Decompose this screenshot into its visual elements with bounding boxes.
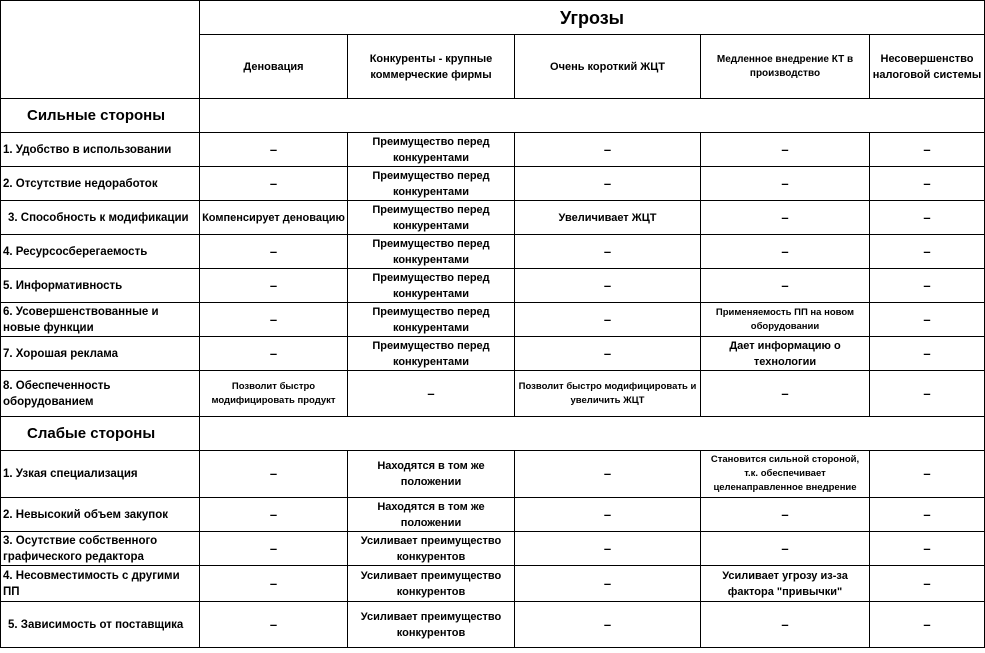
table-cell: – xyxy=(870,566,985,602)
row-label: 4. Ресурсосберегаемость xyxy=(1,235,200,269)
table-cell: – xyxy=(701,133,870,167)
column-header-competitors: Конкуренты - крупные коммерческие фирмы xyxy=(348,35,515,99)
table-cell: – xyxy=(200,167,348,201)
table-row xyxy=(1,371,985,417)
table-cell: – xyxy=(200,133,348,167)
table-cell: Усиливает преимущество конкурентов xyxy=(348,566,515,602)
table-cell: – xyxy=(701,532,870,566)
table-row xyxy=(1,532,985,566)
table-cell: Позволит быстро модифицировать и увеличить ЖЦТ xyxy=(515,371,701,417)
section-empty-cell xyxy=(200,417,985,451)
table-cell: – xyxy=(515,498,701,532)
table-cell: – xyxy=(515,337,701,371)
table-row xyxy=(1,337,985,371)
table-row xyxy=(1,303,985,337)
table-cell: – xyxy=(515,566,701,602)
row-label: 5. Зависимость от поставщика xyxy=(1,602,200,648)
row-label: 8. Обеспеченность оборудованием xyxy=(1,371,200,417)
table-cell: – xyxy=(701,269,870,303)
table-cell: – xyxy=(870,602,985,648)
table-cell: – xyxy=(200,235,348,269)
row-label: 7. Хорошая реклама xyxy=(1,337,200,371)
table-cell: Увеличивает ЖЦТ xyxy=(515,201,701,235)
table-cell: – xyxy=(870,532,985,566)
table-cell: – xyxy=(701,167,870,201)
table-cell: – xyxy=(515,303,701,337)
corner-cell xyxy=(1,1,200,99)
table-cell: – xyxy=(515,235,701,269)
table-cell: – xyxy=(515,532,701,566)
table-cell: Преимущество перед конкурентами xyxy=(348,337,515,371)
table-cell: – xyxy=(870,451,985,498)
table-cell: Компенсирует деновацию xyxy=(200,201,348,235)
table-cell: – xyxy=(701,602,870,648)
table-cell: Преимущество перед конкурентами xyxy=(348,133,515,167)
table-cell: – xyxy=(870,167,985,201)
section-title-strengths: Сильные стороны xyxy=(1,99,200,133)
table-cell: – xyxy=(200,451,348,498)
row-label: 3. Способность к модификации xyxy=(1,201,200,235)
table-cell: Преимущество перед конкурентами xyxy=(348,167,515,201)
row-label: 3. Осутствие собственного графического редактора xyxy=(1,532,200,566)
column-header-denovation: Деновация xyxy=(200,35,348,99)
table-row xyxy=(1,566,985,602)
table-cell: – xyxy=(870,498,985,532)
table-cell: – xyxy=(701,498,870,532)
table-cell: – xyxy=(200,303,348,337)
table-cell: Становится сильной стороной, т.к. обеспечивает целенаправленное внедрение xyxy=(701,451,870,498)
table-cell: – xyxy=(870,269,985,303)
table-row xyxy=(1,201,985,235)
row-label: 2. Отсутствие недоработок xyxy=(1,167,200,201)
table-cell: – xyxy=(701,371,870,417)
table-cell: – xyxy=(701,201,870,235)
section-row-strengths xyxy=(1,99,985,133)
table-row xyxy=(1,133,985,167)
row-label: 5. Информативность xyxy=(1,269,200,303)
table-cell: Преимущество перед конкурентами xyxy=(348,235,515,269)
column-header-tax-system: Несовершенство налоговой системы xyxy=(870,35,985,99)
table-cell: – xyxy=(200,566,348,602)
column-header-slow-adoption: Медленное внедрение КТ в производство xyxy=(701,35,870,99)
table-cell: – xyxy=(200,498,348,532)
table-cell: Преимущество перед конкурентами xyxy=(348,269,515,303)
row-label: 1. Удобство в использовании xyxy=(1,133,200,167)
row-label: 4. Несовместимость с другими ПП xyxy=(1,566,200,602)
table-cell: – xyxy=(515,451,701,498)
table-cell: – xyxy=(870,133,985,167)
column-header-short-lifecycle: Очень короткий ЖЦТ xyxy=(515,35,701,99)
table-cell: – xyxy=(200,269,348,303)
table-cell: – xyxy=(870,235,985,269)
table-row xyxy=(1,451,985,498)
table-cell: – xyxy=(200,602,348,648)
table-row xyxy=(1,167,985,201)
table-cell: Усиливает угрозу из-за фактора "привычки" xyxy=(701,566,870,602)
table-cell: – xyxy=(515,167,701,201)
table-cell: Дает информацию о технологии xyxy=(701,337,870,371)
table-cell: – xyxy=(348,371,515,417)
threats-header-row xyxy=(1,1,985,35)
row-label: 2. Невысокий объем закупок xyxy=(1,498,200,532)
row-label: 1. Узкая специализация xyxy=(1,451,200,498)
table-cell: Преимущество перед конкурентами xyxy=(348,201,515,235)
section-empty-cell xyxy=(200,99,985,133)
table-cell: – xyxy=(515,269,701,303)
table-row xyxy=(1,235,985,269)
table-cell: – xyxy=(870,201,985,235)
table-cell: – xyxy=(200,337,348,371)
table-cell: – xyxy=(515,133,701,167)
section-title-weaknesses: Слабые стороны xyxy=(1,417,200,451)
table-cell: – xyxy=(870,337,985,371)
table-cell: – xyxy=(870,303,985,337)
table-cell: Применяемость ПП на новом оборудовании xyxy=(701,303,870,337)
table-cell: Усиливает преимущество конкурентов xyxy=(348,602,515,648)
table-cell: – xyxy=(870,371,985,417)
table-cell: Находятся в том же положении xyxy=(348,451,515,498)
table-cell: Усиливает преимущество конкурентов xyxy=(348,532,515,566)
table-cell: Преимущество перед конкурентами xyxy=(348,303,515,337)
table-cell: – xyxy=(515,602,701,648)
table-row xyxy=(1,498,985,532)
table-row xyxy=(1,269,985,303)
row-label: 6. Усовершенствованные и новые функции xyxy=(1,303,200,337)
table-cell: – xyxy=(701,235,870,269)
table-cell: Позволит быстро модифицировать продукт xyxy=(200,371,348,417)
table-cell: Находятся в том же положении xyxy=(348,498,515,532)
table-row xyxy=(1,602,985,648)
section-row-weaknesses xyxy=(1,417,985,451)
threats-title: Угрозы xyxy=(200,1,985,35)
table-cell: – xyxy=(200,532,348,566)
